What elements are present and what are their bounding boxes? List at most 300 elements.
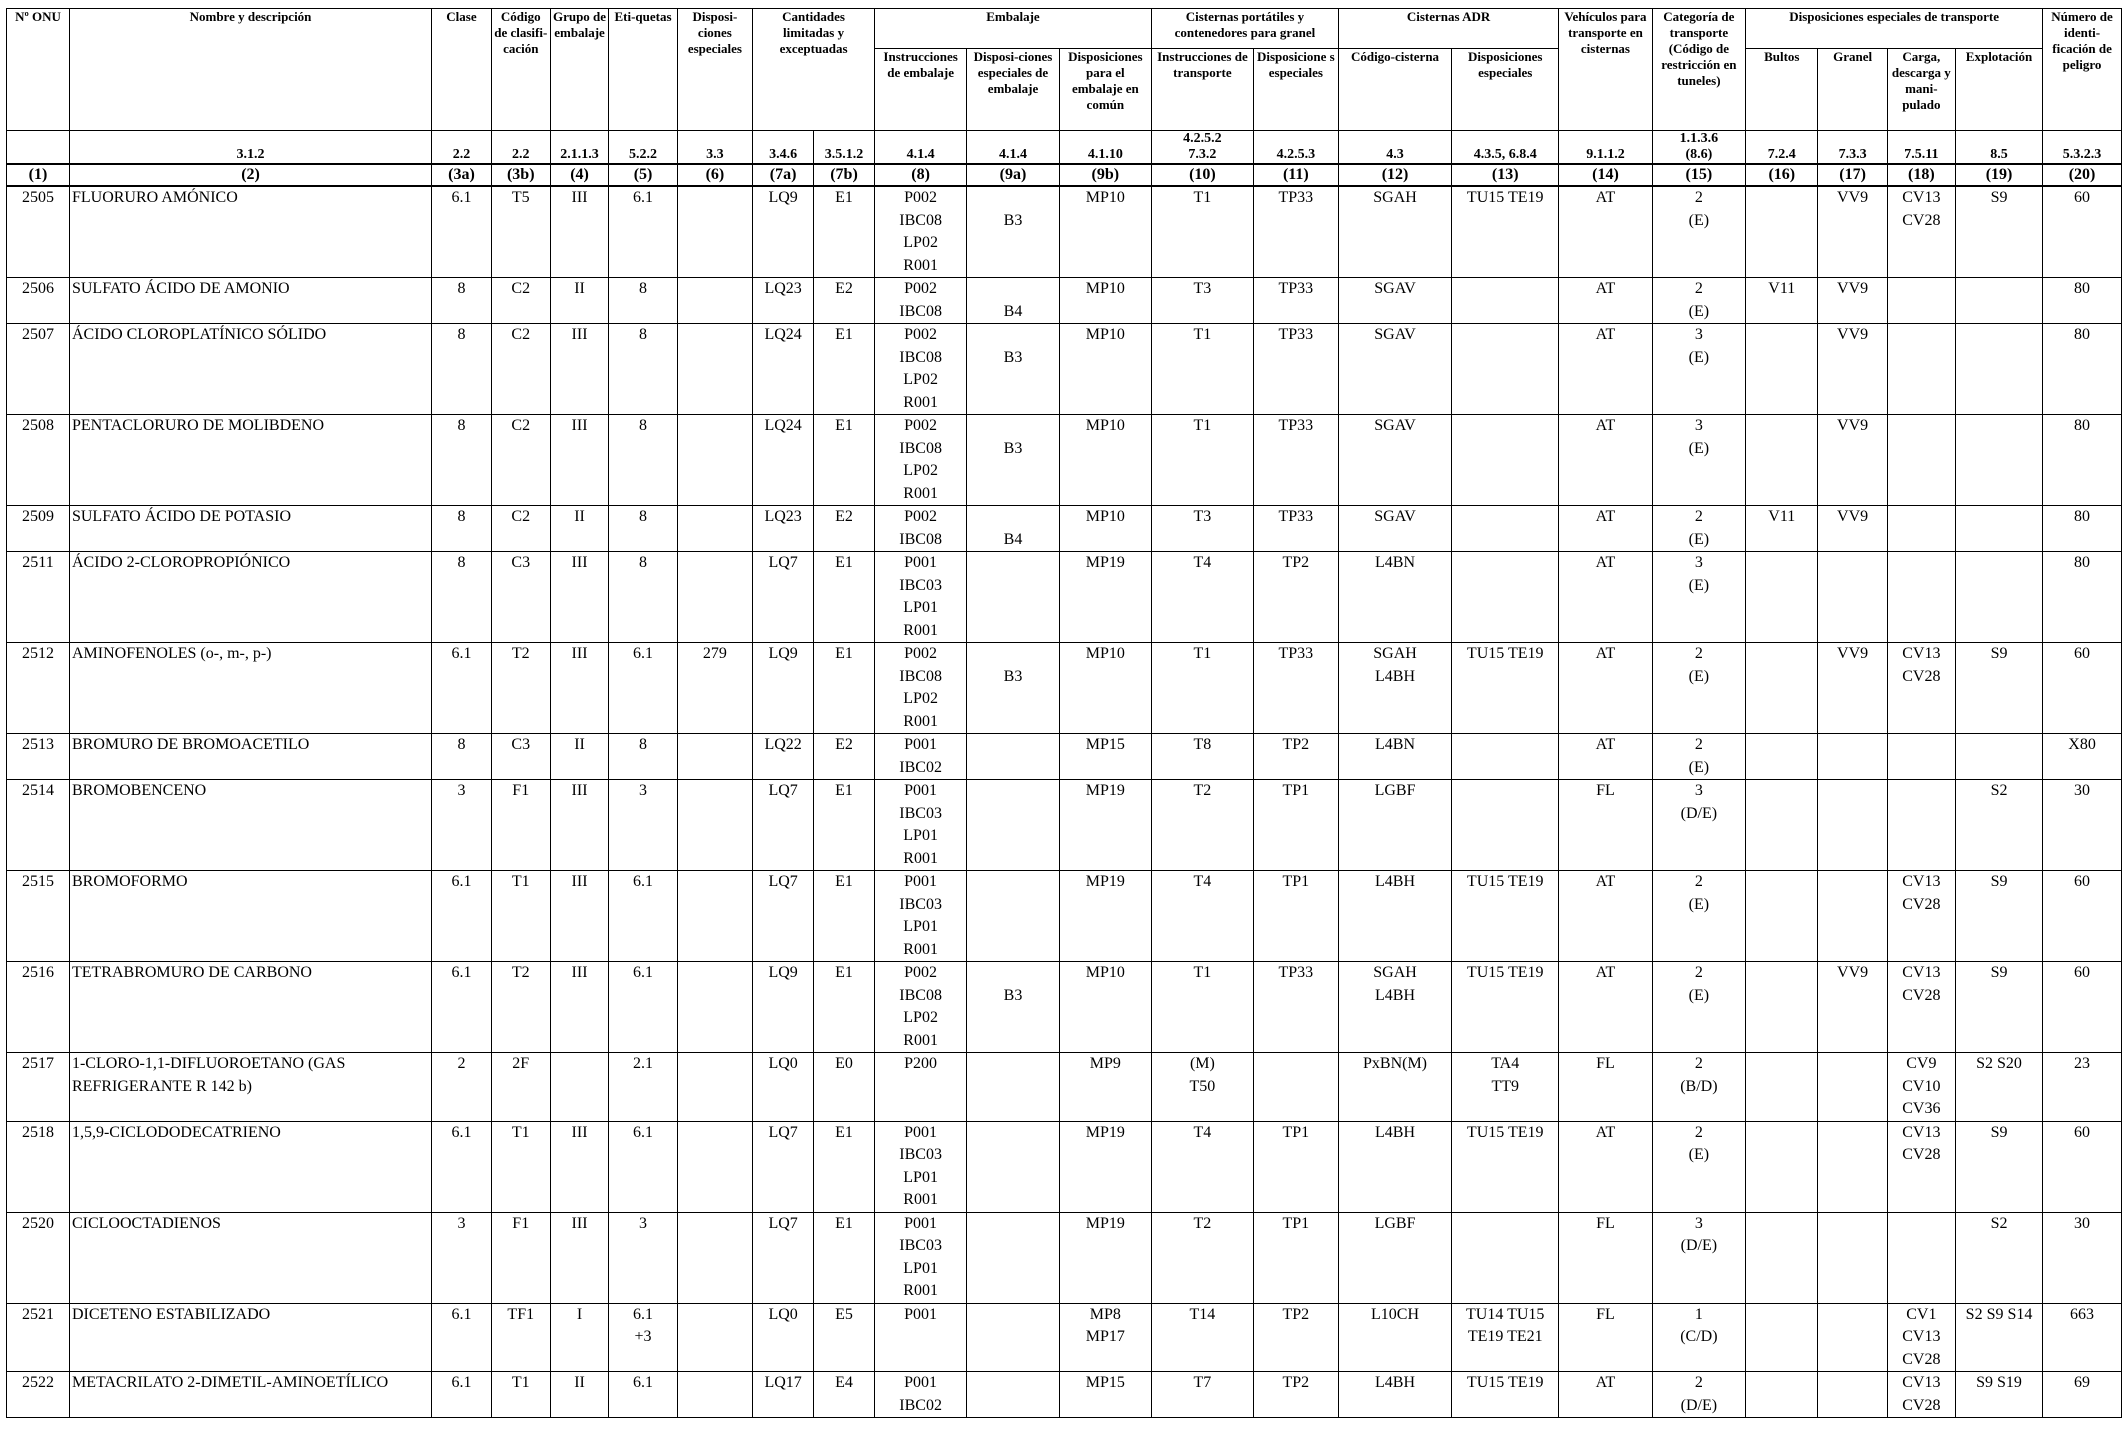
table-cell: 6.1 bbox=[609, 1121, 677, 1212]
table-cell bbox=[1887, 780, 1955, 871]
table-cell: C2 bbox=[491, 324, 550, 415]
table-row bbox=[7, 324, 2122, 415]
un-number-cell: 2515 bbox=[7, 871, 70, 962]
table-cell: 69 bbox=[2043, 1372, 2122, 1418]
reference-cell: 5.3.2.3 bbox=[2043, 131, 2122, 165]
table-cell: B3 bbox=[967, 186, 1059, 278]
table-cell: AT bbox=[1559, 278, 1652, 324]
table-cell: AT bbox=[1559, 324, 1652, 415]
substance-name-cell: TETRABROMURO DE CARBONO bbox=[69, 962, 431, 1053]
table-cell: AT bbox=[1559, 871, 1652, 962]
reference-cell: 7.2.4 bbox=[1746, 131, 1818, 165]
adr-dangerous-goods-table bbox=[6, 8, 2122, 1418]
table-cell: SGAH L4BH bbox=[1338, 643, 1451, 734]
un-number-cell: 2520 bbox=[7, 1212, 70, 1303]
table-cell: 30 bbox=[2043, 1212, 2122, 1303]
column-number-cell: (7b) bbox=[814, 164, 875, 186]
table-cell: MP8 MP17 bbox=[1059, 1303, 1151, 1372]
table-cell: E2 bbox=[814, 506, 875, 552]
table-cell: LGBF bbox=[1338, 780, 1451, 871]
table-cell bbox=[1746, 1121, 1818, 1212]
column-number-cell: (1) bbox=[7, 164, 70, 186]
table-cell: TP1 bbox=[1253, 1121, 1338, 1212]
header-adr-tanks-group: Cisternas ADR bbox=[1338, 9, 1558, 49]
table-cell: LQ24 bbox=[753, 415, 814, 506]
table-cell: MP19 bbox=[1059, 1121, 1151, 1212]
header-tank-code: Código-cisterna bbox=[1338, 49, 1451, 131]
column-number-cell: (16) bbox=[1746, 164, 1818, 186]
table-cell: MP10 bbox=[1059, 643, 1151, 734]
table-cell bbox=[1955, 415, 2042, 506]
table-cell: VV9 bbox=[1818, 962, 1887, 1053]
table-cell: 8 bbox=[432, 324, 492, 415]
header-hazard-id-number: Número de identi-ficación de peligro bbox=[2043, 9, 2122, 131]
table-cell: 8 bbox=[609, 506, 677, 552]
table-row bbox=[7, 1372, 2122, 1418]
table-cell: 6.1 bbox=[609, 1372, 677, 1418]
table-cell: B4 bbox=[967, 506, 1059, 552]
table-cell: 279 bbox=[677, 643, 753, 734]
table-cell: MP10 bbox=[1059, 506, 1151, 552]
table-cell: S9 bbox=[1955, 1121, 2042, 1212]
table-cell: MP10 bbox=[1059, 962, 1151, 1053]
table-cell: S9 S19 bbox=[1955, 1372, 2042, 1418]
table-cell: 6.1 bbox=[432, 962, 492, 1053]
table-cell bbox=[677, 1212, 753, 1303]
table-cell: P001 IBC03 LP01 R001 bbox=[874, 780, 966, 871]
table-cell: TU15 TE19 bbox=[1452, 871, 1559, 962]
table-cell: C2 bbox=[491, 506, 550, 552]
column-number-cell: (7a) bbox=[753, 164, 814, 186]
un-number-cell: 2516 bbox=[7, 962, 70, 1053]
table-cell: 6.1 bbox=[432, 871, 492, 962]
table-cell: II bbox=[550, 278, 609, 324]
table-cell: AT bbox=[1559, 415, 1652, 506]
table-cell: MP15 bbox=[1059, 734, 1151, 780]
table-cell: 6.1 bbox=[432, 1372, 492, 1418]
column-number-cell: (6) bbox=[677, 164, 753, 186]
un-number-cell: 2505 bbox=[7, 186, 70, 278]
table-cell: E1 bbox=[814, 643, 875, 734]
table-cell: 8 bbox=[432, 278, 492, 324]
column-number-cell: (11) bbox=[1253, 164, 1338, 186]
table-cell: LQ7 bbox=[753, 552, 814, 643]
table-cell: P001 IBC03 LP01 R001 bbox=[874, 871, 966, 962]
table-cell: 80 bbox=[2043, 278, 2122, 324]
table-cell: MP19 bbox=[1059, 780, 1151, 871]
table-cell: E1 bbox=[814, 780, 875, 871]
table-cell bbox=[1818, 552, 1887, 643]
un-number-cell: 2514 bbox=[7, 780, 70, 871]
table-cell: (M) T50 bbox=[1152, 1053, 1254, 1122]
table-cell: TU15 TE19 bbox=[1452, 186, 1559, 278]
header-transport-category: Categoría de transporte (Código de restricción en tuneles) bbox=[1652, 9, 1745, 131]
table-cell: SGAH bbox=[1338, 186, 1451, 278]
table-cell: LQ7 bbox=[753, 871, 814, 962]
table-cell: 2.1 bbox=[609, 1053, 677, 1122]
table-cell bbox=[1818, 1303, 1887, 1372]
un-number-cell: 2509 bbox=[7, 506, 70, 552]
table-cell bbox=[677, 415, 753, 506]
table-cell bbox=[1887, 506, 1955, 552]
table-cell bbox=[1818, 1372, 1887, 1418]
reference-cell bbox=[7, 131, 70, 165]
table-cell: 2 (E) bbox=[1652, 278, 1745, 324]
table-cell: E1 bbox=[814, 1121, 875, 1212]
reference-cell: 2.1.1.3 bbox=[550, 131, 609, 165]
column-number-cell: (8) bbox=[874, 164, 966, 186]
table-cell bbox=[1746, 186, 1818, 278]
table-cell: S2 bbox=[1955, 1212, 2042, 1303]
table-cell: AT bbox=[1559, 1372, 1652, 1418]
table-cell: TP1 bbox=[1253, 780, 1338, 871]
column-number-cell: (12) bbox=[1338, 164, 1451, 186]
table-cell: 2 (E) bbox=[1652, 962, 1745, 1053]
table-cell: AT bbox=[1559, 552, 1652, 643]
table-cell: III bbox=[550, 780, 609, 871]
table-cell: 3 (D/E) bbox=[1652, 1212, 1745, 1303]
table-cell: E1 bbox=[814, 871, 875, 962]
column-number-cell: (10) bbox=[1152, 164, 1254, 186]
table-cell: 80 bbox=[2043, 415, 2122, 506]
table-cell bbox=[1818, 1212, 1887, 1303]
table-cell: 80 bbox=[2043, 552, 2122, 643]
table-cell bbox=[1452, 278, 1559, 324]
table-row bbox=[7, 1053, 2122, 1122]
table-cell: II bbox=[550, 506, 609, 552]
table-cell: LQ7 bbox=[753, 1212, 814, 1303]
table-cell: VV9 bbox=[1818, 324, 1887, 415]
header-special-packing-provisions: Disposi-ciones especiales de embalaje bbox=[967, 49, 1059, 131]
table-cell: T1 bbox=[1152, 962, 1254, 1053]
table-cell: 6.1 bbox=[432, 1121, 492, 1212]
table-cell bbox=[677, 871, 753, 962]
table-cell: FL bbox=[1559, 780, 1652, 871]
table-cell: 30 bbox=[2043, 780, 2122, 871]
table-cell: T1 bbox=[491, 871, 550, 962]
table-cell: P002 IBC08 LP02 R001 bbox=[874, 324, 966, 415]
table-cell: C3 bbox=[491, 552, 550, 643]
table-cell: MP19 bbox=[1059, 552, 1151, 643]
table-cell: 8 bbox=[609, 734, 677, 780]
table-cell bbox=[677, 962, 753, 1053]
reference-cell: 1.1.3.6 (8.6) bbox=[1652, 131, 1745, 165]
header-packing-instructions: Instrucciones de embalaje bbox=[874, 49, 966, 131]
table-cell: SGAH L4BH bbox=[1338, 962, 1451, 1053]
column-number-row bbox=[7, 164, 2122, 186]
table-cell: MP19 bbox=[1059, 1212, 1151, 1303]
table-cell: MP10 bbox=[1059, 415, 1151, 506]
table-cell: E1 bbox=[814, 552, 875, 643]
substance-name-cell: FLUORURO AMÓNICO bbox=[69, 186, 431, 278]
table-cell: TP2 bbox=[1253, 1303, 1338, 1372]
header-transport-instructions: Instrucciones de transporte bbox=[1152, 49, 1254, 131]
table-cell bbox=[1746, 871, 1818, 962]
table-cell: LQ7 bbox=[753, 780, 814, 871]
table-cell: III bbox=[550, 415, 609, 506]
table-cell: 60 bbox=[2043, 643, 2122, 734]
column-number-cell: (15) bbox=[1652, 164, 1745, 186]
table-cell: T4 bbox=[1152, 552, 1254, 643]
header-packages: Bultos bbox=[1746, 49, 1818, 131]
column-number-cell: (3b) bbox=[491, 164, 550, 186]
table-cell: L4BH bbox=[1338, 1121, 1451, 1212]
table-cell bbox=[1746, 962, 1818, 1053]
reference-cell: 2.2 bbox=[491, 131, 550, 165]
table-cell: AT bbox=[1559, 1121, 1652, 1212]
table-cell: F1 bbox=[491, 1212, 550, 1303]
table-cell: S9 bbox=[1955, 871, 2042, 962]
table-cell: LQ0 bbox=[753, 1053, 814, 1122]
table-cell: E2 bbox=[814, 734, 875, 780]
table-cell: TU15 TE19 bbox=[1452, 1372, 1559, 1418]
un-number-cell: 2518 bbox=[7, 1121, 70, 1212]
table-cell bbox=[1887, 324, 1955, 415]
header-special-provisions: Disposi-ciones especiales bbox=[677, 9, 753, 131]
table-cell: SGAV bbox=[1338, 324, 1451, 415]
table-cell: T1 bbox=[491, 1372, 550, 1418]
table-cell bbox=[1746, 552, 1818, 643]
table-cell: S9 bbox=[1955, 643, 2042, 734]
un-number-cell: 2512 bbox=[7, 643, 70, 734]
table-cell: E1 bbox=[814, 962, 875, 1053]
substance-name-cell: ÁCIDO 2-CLOROPROPIÓNICO bbox=[69, 552, 431, 643]
table-cell bbox=[1818, 1053, 1887, 1122]
table-cell: 6.1 bbox=[609, 962, 677, 1053]
table-cell bbox=[1955, 506, 2042, 552]
table-cell: P002 IBC08 bbox=[874, 278, 966, 324]
table-cell bbox=[677, 324, 753, 415]
table-row bbox=[7, 871, 2122, 962]
table-cell: 8 bbox=[432, 506, 492, 552]
table-cell: TP2 bbox=[1253, 552, 1338, 643]
table-cell: 6.1 bbox=[432, 186, 492, 278]
table-row bbox=[7, 415, 2122, 506]
table-cell: CV13 CV28 bbox=[1887, 962, 1955, 1053]
table-cell: 2 (B/D) bbox=[1652, 1053, 1745, 1122]
table-cell: S9 bbox=[1955, 962, 2042, 1053]
table-cell: TP33 bbox=[1253, 506, 1338, 552]
table-cell: III bbox=[550, 186, 609, 278]
table-cell: 80 bbox=[2043, 324, 2122, 415]
column-number-cell: (9b) bbox=[1059, 164, 1151, 186]
header-limited-excepted-quantities: Cantidades limitadas y exceptuadas bbox=[753, 9, 875, 131]
table-row bbox=[7, 186, 2122, 278]
table-cell: E1 bbox=[814, 415, 875, 506]
header-portable-tank-special-provisions: Disposicione s especiales bbox=[1253, 49, 1338, 131]
table-cell: III bbox=[550, 962, 609, 1053]
table-cell: P200 bbox=[874, 1053, 966, 1122]
column-number-cell: (19) bbox=[1955, 164, 2042, 186]
table-cell: E1 bbox=[814, 186, 875, 278]
table-cell bbox=[1955, 552, 2042, 643]
table-cell: S2 S20 bbox=[1955, 1053, 2042, 1122]
table-cell: C2 bbox=[491, 415, 550, 506]
substance-name-cell: BROMOBENCENO bbox=[69, 780, 431, 871]
table-cell bbox=[1452, 780, 1559, 871]
table-cell: T5 bbox=[491, 186, 550, 278]
table-cell: AT bbox=[1559, 962, 1652, 1053]
table-cell bbox=[1818, 871, 1887, 962]
table-cell: II bbox=[550, 734, 609, 780]
table-cell bbox=[1746, 1303, 1818, 1372]
reference-cell: 4.2.5.2 7.3.2 bbox=[1152, 131, 1254, 165]
header-un-number: Nº ONU bbox=[7, 9, 70, 131]
table-cell: TP1 bbox=[1253, 871, 1338, 962]
table-cell: E1 bbox=[814, 1212, 875, 1303]
header-packing-group: Grupo de embalaje bbox=[550, 9, 609, 131]
table-cell: T14 bbox=[1152, 1303, 1254, 1372]
table-cell: MP9 bbox=[1059, 1053, 1151, 1122]
table-cell: SGAV bbox=[1338, 415, 1451, 506]
table-cell: 3 (E) bbox=[1652, 324, 1745, 415]
table-cell: TU15 TE19 bbox=[1452, 1121, 1559, 1212]
table-cell: 3 bbox=[609, 780, 677, 871]
substance-name-cell: PENTACLORURO DE MOLIBDENO bbox=[69, 415, 431, 506]
reference-cell: 7.3.3 bbox=[1818, 131, 1887, 165]
table-cell: C3 bbox=[491, 734, 550, 780]
header-class: Clase bbox=[432, 9, 492, 131]
table-cell: PxBN(M) bbox=[1338, 1053, 1451, 1122]
table-cell: 23 bbox=[2043, 1053, 2122, 1122]
table-cell bbox=[1253, 1053, 1338, 1122]
table-cell: LQ17 bbox=[753, 1372, 814, 1418]
table-cell: 2 (D/E) bbox=[1652, 1372, 1745, 1418]
un-number-cell: 2511 bbox=[7, 552, 70, 643]
table-row bbox=[7, 643, 2122, 734]
table-cell bbox=[550, 1053, 609, 1122]
reference-cell: 3.4.6 bbox=[753, 131, 814, 165]
table-cell: VV9 bbox=[1818, 186, 1887, 278]
substance-name-cell: ÁCIDO CLOROPLATÍNICO SÓLIDO bbox=[69, 324, 431, 415]
table-cell: LQ22 bbox=[753, 734, 814, 780]
table-cell bbox=[1887, 552, 1955, 643]
un-number-cell: 2513 bbox=[7, 734, 70, 780]
table-cell: FL bbox=[1559, 1212, 1652, 1303]
table-cell: SGAV bbox=[1338, 506, 1451, 552]
table-row bbox=[7, 1121, 2122, 1212]
table-cell: T1 bbox=[1152, 643, 1254, 734]
table-cell: P001 IBC03 LP01 R001 bbox=[874, 552, 966, 643]
table-cell: AT bbox=[1559, 734, 1652, 780]
table-cell: TP33 bbox=[1253, 415, 1338, 506]
un-number-cell: 2517 bbox=[7, 1053, 70, 1122]
reference-cell: 7.5.11 bbox=[1887, 131, 1955, 165]
table-cell: 8 bbox=[432, 552, 492, 643]
table-cell bbox=[1887, 734, 1955, 780]
header-adr-tank-special-provisions: Disposiciones especiales bbox=[1452, 49, 1559, 131]
table-cell: S2 bbox=[1955, 780, 2042, 871]
table-cell: CV13 CV28 bbox=[1887, 871, 1955, 962]
table-cell: III bbox=[550, 324, 609, 415]
header-classification-code: Código de clasifi-cación bbox=[491, 9, 550, 131]
table-cell: T1 bbox=[1152, 324, 1254, 415]
table-cell: LQ9 bbox=[753, 186, 814, 278]
table-cell: CV1 CV13 CV28 bbox=[1887, 1303, 1955, 1372]
reference-cell: 3.5.1.2 bbox=[814, 131, 875, 165]
table-cell: 8 bbox=[432, 415, 492, 506]
table-cell bbox=[1887, 278, 1955, 324]
table-cell bbox=[677, 186, 753, 278]
header-mixed-packing-provisions: Disposiciones para el embalaje en común bbox=[1059, 49, 1151, 131]
table-cell: AT bbox=[1559, 186, 1652, 278]
table-cell: T1 bbox=[1152, 186, 1254, 278]
table-cell: 2 (E) bbox=[1652, 506, 1745, 552]
table-cell: AT bbox=[1559, 643, 1652, 734]
reference-cell: 4.1.4 bbox=[874, 131, 966, 165]
table-cell bbox=[677, 780, 753, 871]
table-cell: 2 (E) bbox=[1652, 186, 1745, 278]
un-number-cell: 2508 bbox=[7, 415, 70, 506]
table-cell: 60 bbox=[2043, 186, 2122, 278]
table-cell: III bbox=[550, 552, 609, 643]
table-cell: 6.1 bbox=[432, 643, 492, 734]
column-number-cell: (17) bbox=[1818, 164, 1887, 186]
substance-name-cell: SULFATO ÁCIDO DE POTASIO bbox=[69, 506, 431, 552]
table-cell bbox=[677, 1303, 753, 1372]
table-cell bbox=[1818, 734, 1887, 780]
table-cell: TA4 TT9 bbox=[1452, 1053, 1559, 1122]
table-cell bbox=[1746, 1372, 1818, 1418]
table-row bbox=[7, 506, 2122, 552]
table-cell: LQ23 bbox=[753, 278, 814, 324]
table-cell: III bbox=[550, 871, 609, 962]
table-cell: 2F bbox=[491, 1053, 550, 1122]
table-cell: TP33 bbox=[1253, 324, 1338, 415]
table-cell: LQ9 bbox=[753, 643, 814, 734]
table-cell: B3 bbox=[967, 415, 1059, 506]
table-cell bbox=[1746, 734, 1818, 780]
table-cell: 8 bbox=[609, 278, 677, 324]
column-number-cell: (5) bbox=[609, 164, 677, 186]
table-cell bbox=[1452, 324, 1559, 415]
un-number-cell: 2521 bbox=[7, 1303, 70, 1372]
table-cell: LQ9 bbox=[753, 962, 814, 1053]
table-cell bbox=[967, 1372, 1059, 1418]
table-cell: T3 bbox=[1152, 506, 1254, 552]
table-cell bbox=[1818, 1121, 1887, 1212]
substance-name-cell: 1,5,9-CICLODODECATRIENO bbox=[69, 1121, 431, 1212]
header-loading-handling: Carga, descarga y mani-pulado bbox=[1887, 49, 1955, 131]
table-cell bbox=[967, 552, 1059, 643]
table-cell: L4BH bbox=[1338, 1372, 1451, 1418]
table-cell: MP19 bbox=[1059, 871, 1151, 962]
column-number-cell: (3a) bbox=[432, 164, 492, 186]
table-cell bbox=[677, 1053, 753, 1122]
table-cell: III bbox=[550, 1121, 609, 1212]
substance-name-cell: SULFATO ÁCIDO DE AMONIO bbox=[69, 278, 431, 324]
table-cell: F1 bbox=[491, 780, 550, 871]
reference-cell: 8.5 bbox=[1955, 131, 2042, 165]
table-cell bbox=[677, 1372, 753, 1418]
header-packaging-group: Embalaje bbox=[874, 9, 1151, 49]
table-cell: LQ24 bbox=[753, 324, 814, 415]
table-cell: 6.1 bbox=[432, 1303, 492, 1372]
table-cell: E5 bbox=[814, 1303, 875, 1372]
table-cell: T7 bbox=[1152, 1372, 1254, 1418]
header-name-description: Nombre y descripción bbox=[69, 9, 431, 131]
table-cell bbox=[1452, 506, 1559, 552]
table-cell: TP33 bbox=[1253, 643, 1338, 734]
table-cell bbox=[1746, 1212, 1818, 1303]
header-bulk: Granel bbox=[1818, 49, 1887, 131]
table-cell: VV9 bbox=[1818, 415, 1887, 506]
table-cell bbox=[1955, 734, 2042, 780]
table-cell bbox=[1452, 1212, 1559, 1303]
table-cell: TP33 bbox=[1253, 278, 1338, 324]
table-cell: C2 bbox=[491, 278, 550, 324]
table-cell bbox=[677, 734, 753, 780]
